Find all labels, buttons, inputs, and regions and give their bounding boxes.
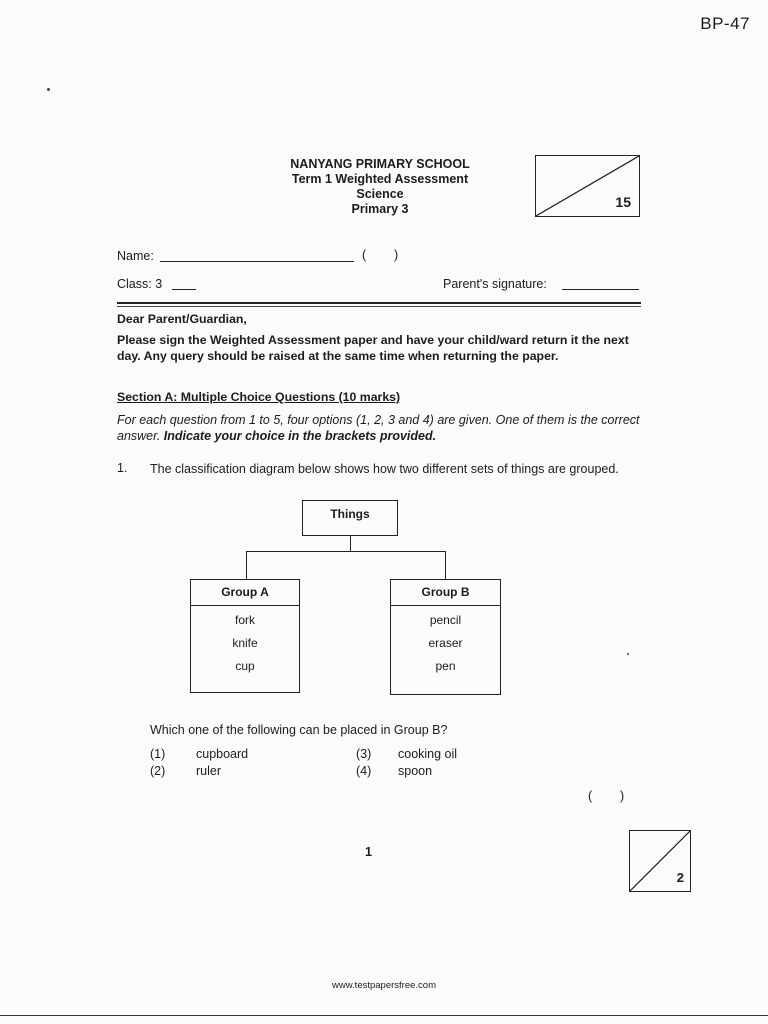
section-instructions	[117, 412, 645, 444]
group-b-box	[390, 579, 501, 695]
subject: Science	[356, 187, 404, 201]
notice-body: Please sign the Weighted Assessment paper and have your child/ward return it the next day. Any query should be raised at the same time when returning the paper.	[117, 333, 629, 363]
group-b-item: pen	[435, 659, 456, 673]
rule-top	[117, 302, 641, 304]
group-b-title: Group B	[391, 580, 500, 606]
index-brackets: ( )	[362, 248, 399, 262]
group-a-item: knife	[232, 636, 258, 650]
option-2-text: ruler	[196, 764, 222, 778]
class-line[interactable]	[172, 289, 196, 290]
rule-bottom	[117, 306, 641, 307]
page-marks: 2	[676, 870, 684, 885]
diagram-root-label: Things	[330, 507, 370, 521]
answer-brackets[interactable]: ( )	[588, 789, 625, 803]
group-b-item: pencil	[429, 613, 462, 627]
group-b-item: eraser	[428, 636, 463, 650]
option-2-number: (2)	[150, 764, 166, 778]
question-prompt: Which one of the following can be placed in Group B?	[150, 723, 448, 737]
page-number: 1	[365, 845, 372, 859]
option-4-number: (4)	[356, 764, 372, 778]
option-1-number: (1)	[150, 747, 166, 761]
connector-horizontal	[246, 551, 445, 552]
name-label: Name:	[117, 249, 154, 263]
name-line[interactable]	[160, 261, 354, 262]
group-a-item: cup	[235, 659, 255, 673]
scan-speck	[47, 88, 50, 91]
connector-root	[350, 536, 351, 551]
option-4-text: spoon	[398, 764, 433, 778]
signature-line[interactable]	[562, 289, 639, 290]
option-3-text: cooking oil	[398, 747, 458, 761]
option-3-number: (3)	[356, 747, 372, 761]
level: Primary 3	[351, 202, 409, 216]
connector-group-a	[246, 551, 247, 579]
paper-header	[240, 157, 520, 217]
total-marks: 15	[615, 194, 631, 210]
section-title: Section A: Multiple Choice Questions (10 marks)	[117, 390, 401, 404]
bottom-edge-line	[0, 1015, 768, 1016]
group-a-box	[190, 579, 300, 693]
page-code: BP-47	[700, 14, 750, 33]
group-a-item: fork	[234, 613, 255, 627]
signature-label: Parent's signature:	[443, 277, 547, 291]
diagram-root-box	[302, 500, 398, 536]
scan-speck	[627, 653, 629, 655]
instructions-plain: For each question from 1 to 5, four options (1, 2, 3 and 4) are given. One of them is the correct answer.	[117, 413, 640, 443]
school-name: NANYANG PRIMARY SCHOOL	[290, 157, 470, 171]
page-marks-box	[629, 830, 691, 892]
footer-url[interactable]: www.testpapersfree.com	[331, 980, 436, 991]
class-label: Class: 3	[117, 277, 163, 291]
exam-title: Term 1 Weighted Assessment	[291, 172, 469, 186]
connector-group-b	[445, 551, 446, 579]
greeting: Dear Parent/Guardian,	[117, 312, 247, 326]
question-number: 1.	[117, 461, 128, 475]
instructions-bold: Indicate your choice in the brackets provided.	[163, 429, 437, 443]
question-stem: The classification diagram below shows how two different sets of things are grouped.	[150, 462, 619, 476]
group-a-title: Group A	[191, 580, 299, 606]
option-1-text: cupboard	[196, 747, 249, 761]
total-score-box	[535, 155, 640, 217]
